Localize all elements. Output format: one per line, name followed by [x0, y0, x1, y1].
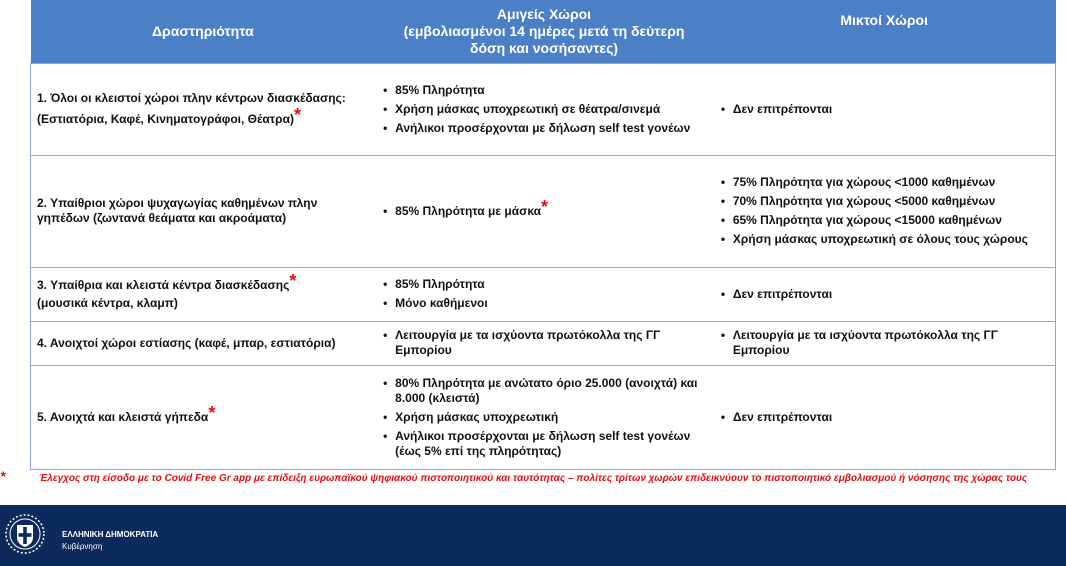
- pure-cell: [375, 63, 713, 155]
- list-item: • Χρήση μάσκας υποχρεωτική σε όλους τους χώρους: [719, 232, 1049, 247]
- list-item-text: 85% Πληρότητα με μάσκα: [395, 203, 541, 218]
- table-row: [31, 321, 1056, 365]
- list-item: • 85% Πληρότητα: [381, 277, 707, 292]
- header-pure-line3: δόση και νοσήσαντες): [469, 39, 619, 56]
- mixed-cell: [713, 321, 1056, 365]
- asterisk-icon: *: [293, 105, 301, 125]
- pure-cell: [375, 267, 713, 321]
- list-item: • Δεν επιτρέπονται: [719, 410, 1049, 425]
- list-item: • Ανήλικοι προσέρχονται με δήλωση self test γονέων (έως 5% επί της πληρότητας): [381, 429, 707, 459]
- activity-cell: [31, 155, 376, 267]
- table-row: [31, 63, 1056, 155]
- header-pure-line2: (εμβολιασμένοι 14 ημέρες μετά τη δεύτερη: [403, 22, 685, 39]
- header-activity: Δραστηριότητα: [151, 22, 254, 39]
- government-banner: [0, 505, 1066, 566]
- activity-text: 3. Υπαίθρια και κλειστά κέντρα διασκέδασης: [37, 278, 290, 292]
- activity-text: 1. Όλοι οι κλειστοί χώροι πλην κέντρων διασκέδασης: (Εστιατόρια, Καφέ, Κινηματογράφοι, Θέατρα): [37, 91, 346, 126]
- list-item: • Δεν επιτρέπονται: [719, 102, 1049, 117]
- pure-cell: [375, 155, 713, 267]
- list-item: • Ανήλικοι προσέρχονται με δήλωση self test γονέων: [381, 121, 707, 136]
- list-item: • 70% Πληρότητα για χώρους <5000 καθημένων: [719, 194, 1049, 209]
- list-item: • Λειτουργία με τα ισχύοντα πρωτόκολλα της ΓΓ Εμπορίου: [719, 328, 1049, 358]
- asterisk-icon: *: [289, 271, 297, 291]
- activity-text: 4. Ανοιχτοί χώροι εστίασης (καφέ, μπαρ, εστιατόρια): [37, 335, 336, 350]
- list-item: • Λειτουργία με τα ισχύοντα πρωτόκολλα της ΓΓ Εμπορίου: [381, 328, 707, 358]
- mixed-cell: [713, 155, 1056, 267]
- activity-cell: [31, 365, 376, 469]
- list-item: • Χρήση μάσκας υποχρεωτική σε θέατρα/σινεμά: [381, 102, 707, 117]
- list-item: • 65% Πληρότητα για χώρους <15000 καθημένων: [719, 213, 1049, 228]
- pure-cell: [375, 321, 713, 365]
- list-item: • 85% Πληρότητα: [381, 83, 707, 98]
- asterisk-icon: *: [540, 196, 548, 217]
- list-item: • 80% Πληρότητα με ανώτατο όριο 25.000 (ανοιχτά) και 8.000 (κλειστά): [381, 376, 707, 406]
- list-item: • Δεν επιτρέπονται: [719, 287, 1049, 302]
- list-item: • Χρήση μάσκας υποχρεωτική: [381, 410, 707, 425]
- header-pure-line1: Αμιγείς Χώροι: [496, 5, 592, 22]
- table-row: [31, 267, 1056, 321]
- table-row: [31, 155, 1056, 267]
- activity-cell: [31, 63, 376, 155]
- activity-text-tail: (μουσικά κέντρα, κλαμπ): [37, 296, 178, 310]
- org-name: ΕΛΛΗΝΙΚΗ ΔΗΜΟΚΡΑΤΙΑ: [62, 530, 159, 539]
- activity-text: 2. Υπαίθριοι χώροι ψυχαγωγίας καθημένων πλην γηπέδων (ζωντανά θεάματα και ακροάματα): [37, 196, 318, 225]
- asterisk-icon: *: [208, 402, 216, 423]
- pure-cell: [375, 365, 713, 469]
- list-item: [381, 196, 707, 219]
- footnote-text: Έλεγχος στη είσοδο με το Covid Free Gr app με επίδειξη ευρωπαϊκού ψηφιακού πιστοποιητικού και ταυτότητας – πολίτες τρίτων χωρών επιδεικνύουν το πιστοποιητικό εμβολιασμού ή νόσησης της χώρας τους: [38, 473, 1028, 484]
- mixed-cell: [713, 267, 1056, 321]
- greek-coat-of-arms-icon: [4, 513, 46, 555]
- list-item: • 75% Πληρότητα για χώρους <1000 καθημένων: [719, 175, 1049, 190]
- gov-label: Κυβέρνηση: [62, 542, 103, 551]
- table-header: [31, 0, 1056, 63]
- measures-table: [30, 0, 1056, 470]
- activity-cell: [31, 267, 376, 321]
- header-pure-spaces: [375, 0, 713, 63]
- list-item: • Μόνο καθήμενοι: [381, 296, 707, 311]
- header-mixed-spaces: Μικτοί Χώροι: [840, 12, 928, 28]
- footnote: [0, 468, 1066, 485]
- activity-cell: [31, 321, 376, 365]
- footnote-asterisk-icon: *: [0, 468, 6, 484]
- table-row: [31, 365, 1056, 469]
- activity-text: 5. Ανοιχτά και κλειστά γήπεδα: [37, 409, 209, 424]
- mixed-cell: [713, 365, 1056, 469]
- mixed-cell: [713, 63, 1056, 155]
